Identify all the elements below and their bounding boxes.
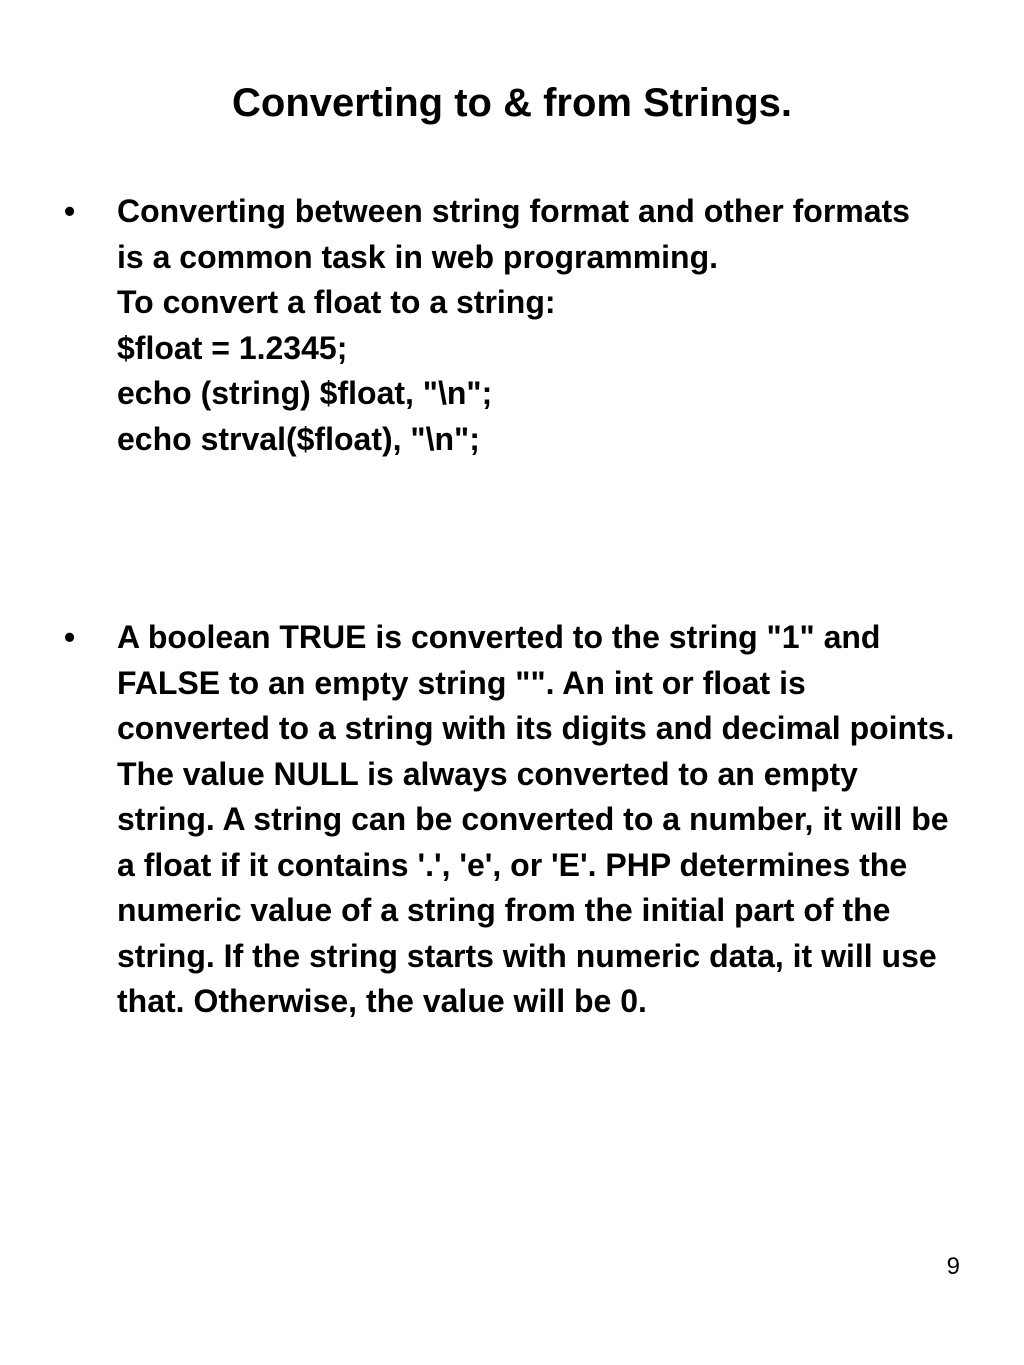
bullet-icon: • bbox=[64, 619, 76, 655]
bullet-intro: Converting between string format and other formats is a common task in web programming. bbox=[117, 193, 910, 275]
bullet-paragraph: A boolean TRUE is converted to the string "1" and FALSE to an empty string "". An int or float is converted to a string with its digits and decimal points. The value NULL is always converted to an empty string. A string can be converted to a number, it will be a float if it contains '.', 'e', or 'E'. PHP determines the numeric value of a string from the initial part of the string. If the string starts with numeric data, it will use that. Otherwise, the value will be 0. bbox=[117, 619, 955, 1019]
bullet-text bbox=[117, 615, 997, 1025]
code-line: echo (string) $float, "\n"; bbox=[117, 375, 493, 411]
code-line: echo strval($float), "\n"; bbox=[117, 420, 480, 457]
bullet-text bbox=[117, 189, 997, 462]
slide-title: Converting to & from Strings. bbox=[232, 81, 792, 125]
code-line: $float = 1.2345; bbox=[117, 329, 348, 366]
page-number: 9 bbox=[946, 1253, 960, 1280]
code-line: To convert a float to a string: bbox=[117, 284, 556, 320]
bullet-icon: • bbox=[64, 193, 76, 229]
